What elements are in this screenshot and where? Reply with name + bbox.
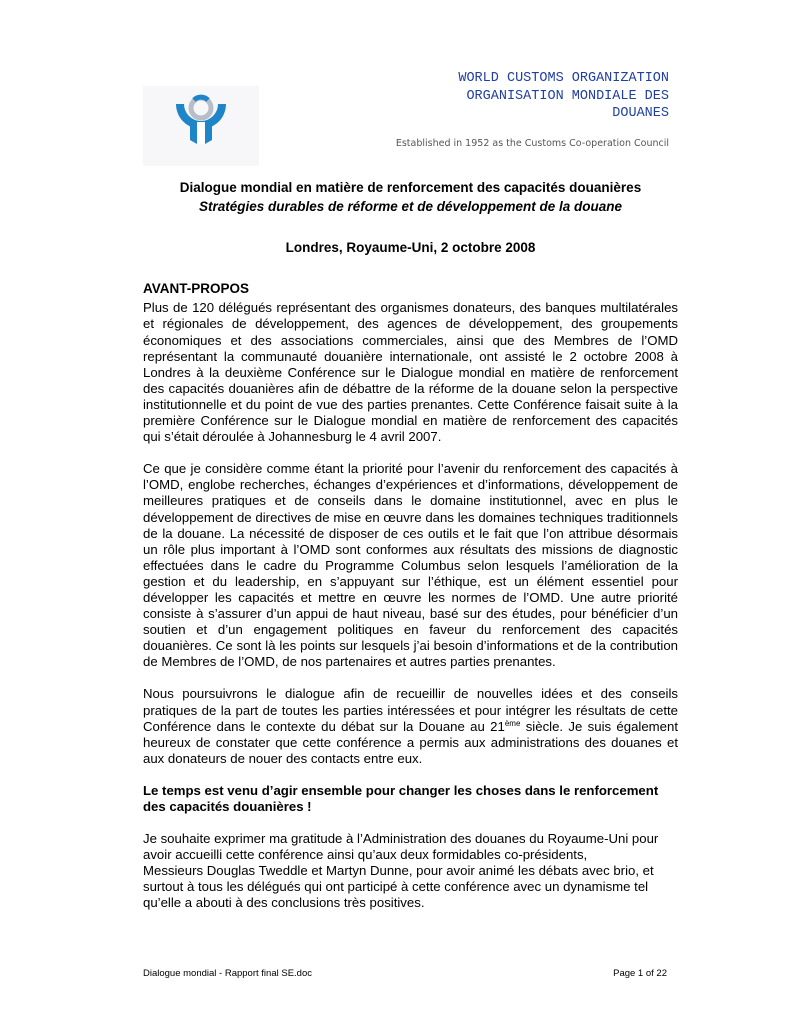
paragraph-3-text-a: Nous poursuivrons le dialogue afin de recueillir de nouvelles idées et des conseils pratiques de la part de toutes les parties intéressées et pour intégrer les résultats de cette Conférence dans le contexte du débat sur la Douane au 21 [143, 686, 678, 734]
org-name-fr-line2: DOUANES [612, 106, 669, 121]
document-title: Dialogue mondial en matière de renforcement des capacités douanières [179, 180, 642, 195]
paragraph-5-line2: Messieurs Douglas Tweddle et Martyn Dunne, pour avoir animé les débats avec brio, et surtout à tous les délégués qui ont participé à cette conférence avec un dynamisme tel qu’elle a abouti à des conclusions très positives. [143, 863, 654, 911]
paragraph-4-callout: Le temps est venu d’agir ensemble pour changer les choses dans le renforcement des capacités douanières ! [143, 782, 659, 814]
paragraph-5 [143, 831, 678, 911]
wco-logo [143, 86, 259, 166]
org-name-en: WORLD CUSTOMS ORGANIZATION [458, 71, 669, 86]
page-footer [143, 968, 667, 979]
document-body [143, 180, 678, 928]
section-heading: AVANT-PROPOS [143, 281, 250, 297]
footer-filename: Dialogue mondial - Rapport final SE.doc [143, 968, 312, 979]
paragraph-3-text-b: siècle. Je suis également heureux de constater que cette conférence a permis aux administrations des douanes et aux donateurs de nouer des contacts entre eux. [143, 718, 678, 766]
organization-name [458, 70, 669, 123]
wco-emblem-icon [168, 86, 234, 156]
org-name-fr-line1: ORGANISATION MONDIALE DES [466, 88, 669, 104]
document-subtitle: Stratégies durables de réforme et de développement de la douane [198, 199, 623, 215]
place-date: Londres, Royaume-Uni, 2 octobre 2008 [285, 240, 536, 256]
paragraph-3 [143, 686, 678, 766]
established-note: Established in 1952 as the Customs Co-operation Council [395, 138, 669, 149]
footer-page-number: Page 1 of 22 [613, 968, 667, 979]
paragraph-5-line1: Je souhaite exprimer ma gratitude à l’Administration des douanes du Royaume-Uni pour avoir accueilli cette conférence ainsi qu’aux deux formidables co-présidents, [143, 831, 659, 863]
paragraph-3-superscript: ème [504, 718, 521, 728]
paragraph-1: Plus de 120 délégués représentant des organismes donateurs, des banques multilatérales et régionales de développement, des agences de développement, des groupements économiques et des associations commerciales, ainsi que des Membres de l’OMD représentant la communauté douanière internationale, ont assisté le 2 octobre 2008 à Londres à la deuxième Conférence sur le Dialogue mondial en matière de renforcement des capacités douanières afin de débattre de la réforme de la douane selon la perspective institutionnelle et du point de vue des parties prenantes. Cette Conférence faisait suite à la première Conférence sur le Dialogue mondial en matière de renforcement des capacités qui s’était déroulée à Johannesburg le 4 avril 2007. [143, 300, 678, 445]
paragraph-2: Ce que je considère comme étant la priorité pour l’avenir du renforcement des capacités à l’OMD, englobe recherches, échanges d’expériences et d’informations, développement de meilleures pratiques et de conseils dans le domaine institutionnel, avec en plus le développement de directives de mise en œuvre dans les domaines techniques traditionnels de la douane. La nécessité de disposer de ces outils et le fait que l’on attribue désormais un rôle plus important à l’OMD sont conformes aux résultats des missions de diagnostic effectuées dans le cadre du Programme Columbus selon lesquels l’amélioration de la gestion et du leadership, en s’appuyant sur l’éthique, est un élément essentiel pour développer les capacités et mettre en œuvre les normes de l’OMD. Une autre priorité consiste à s’assurer d’un appui de haut niveau, basé sur des études, pour bénéficier d’un soutien et d’un engagement politiques en faveur du renforcement des capacités douanières. Ce sont là les points sur lesquels j’ai besoin d’informations et de la contribution de Membres de l’OMD, de nos partenaires et autres parties prenantes. [143, 461, 678, 670]
